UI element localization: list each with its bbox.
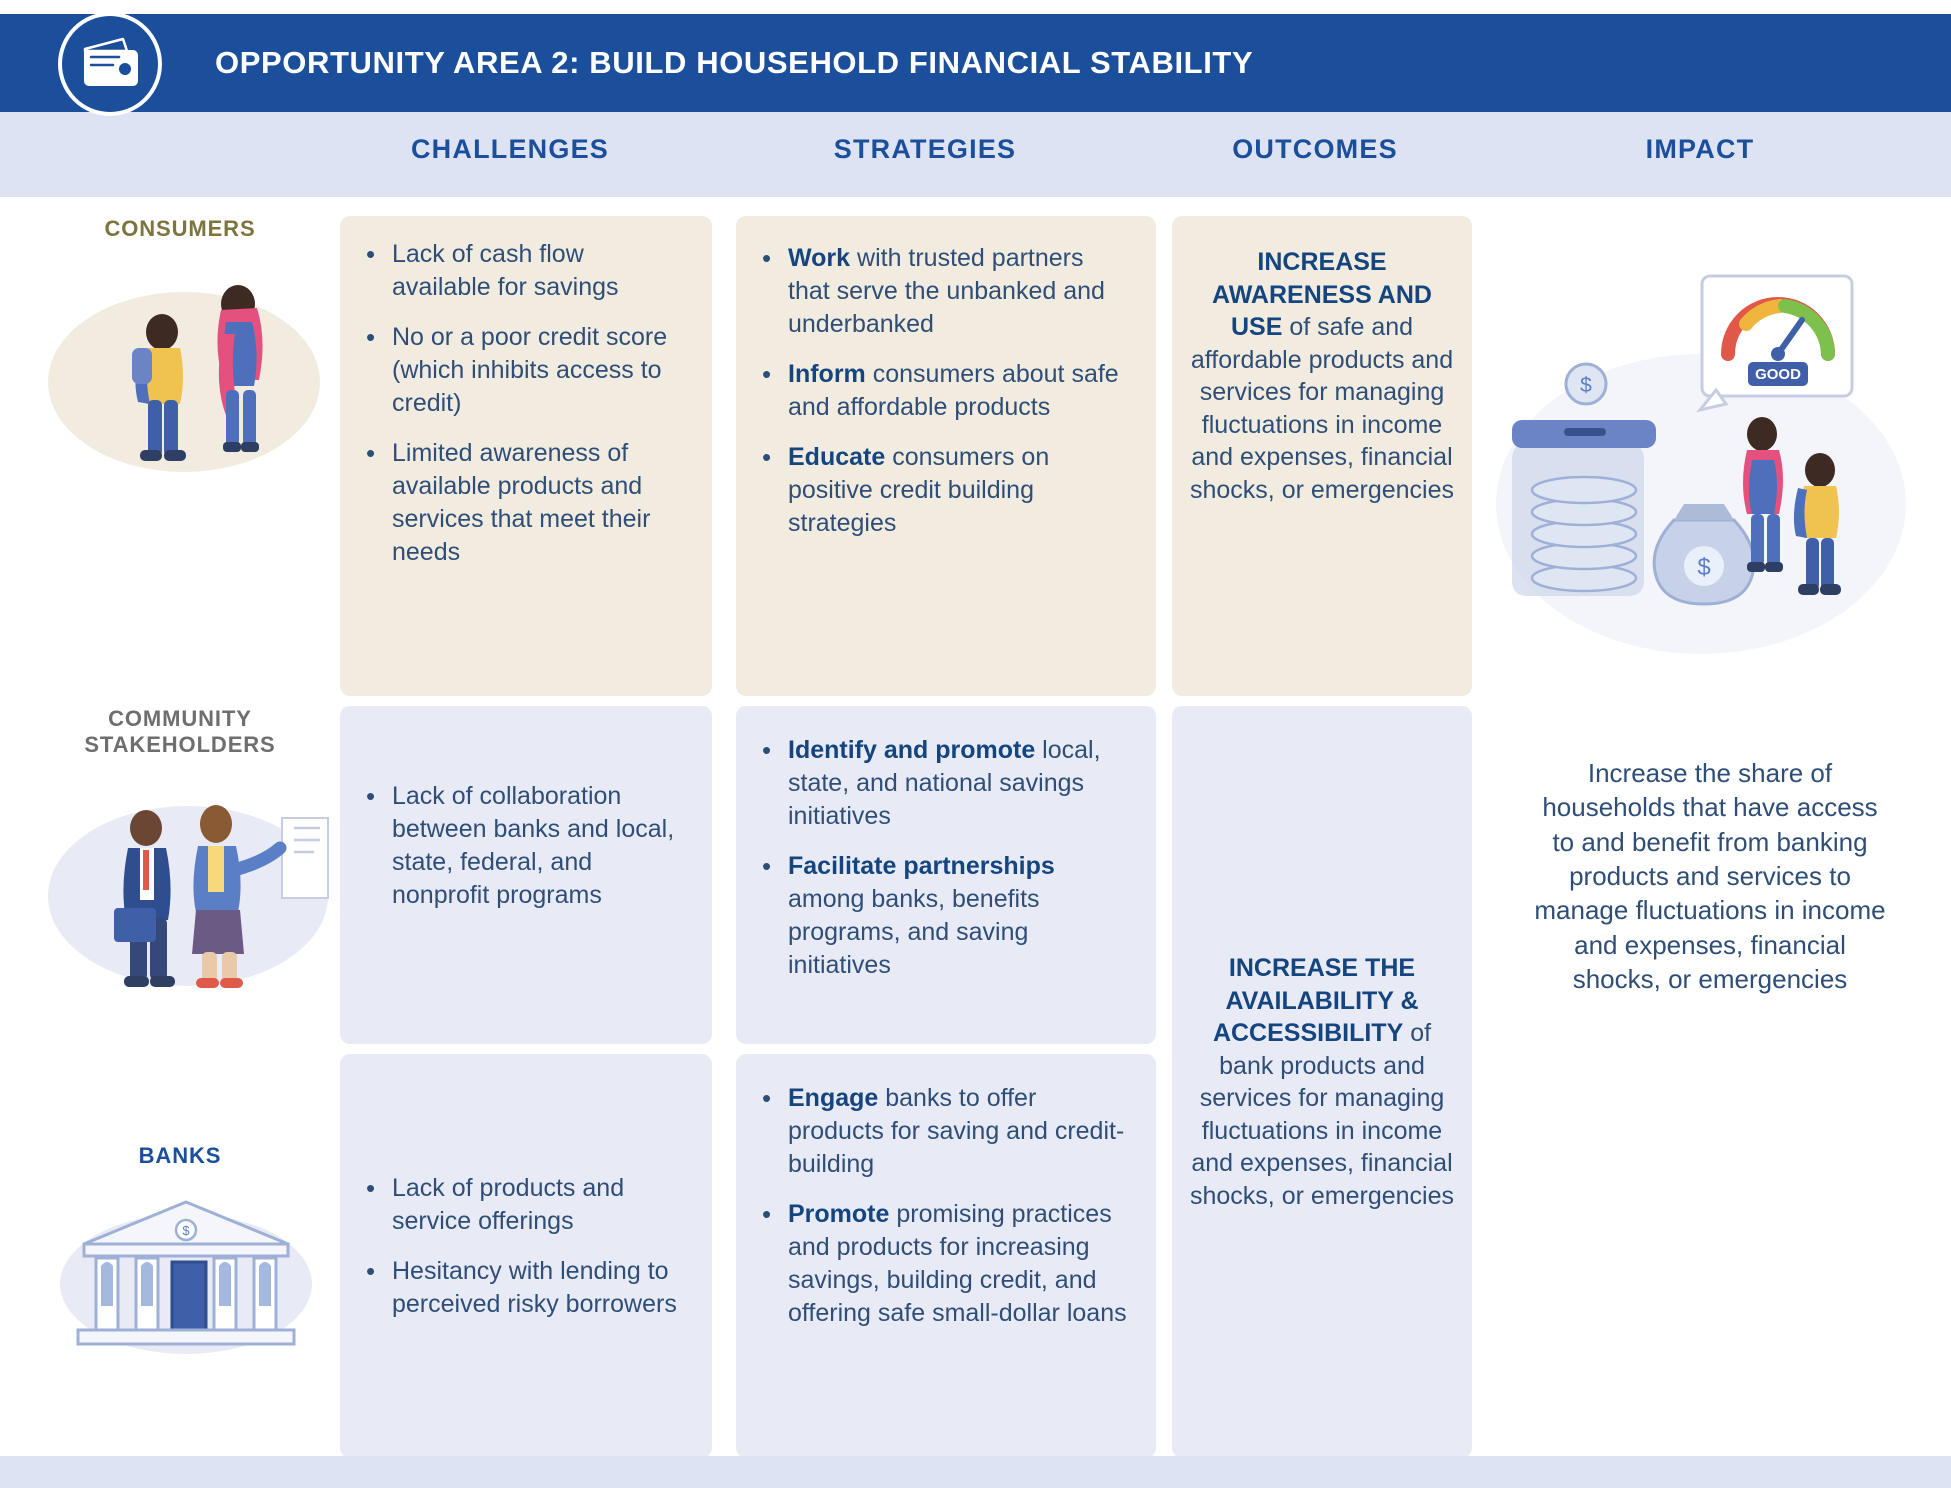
card-strategies-consumers [736,216,1156,696]
row-label-banks: BANKS [138,1143,222,1168]
column-header-challenges: CHALLENGES [410,134,609,164]
list-item: • Hesitancy with lending to perceived risky borrowers [392,1255,686,1321]
outcome-body: of bank products and services for managing fluctuations in income and expenses, financial shocks, or emergencies [1190,1019,1455,1210]
list-item-lead: Facilitate partnerships [788,852,1055,880]
list-item-text: among banks, benefits programs, and saving initiatives [788,885,1040,979]
list-item-text: with trusted partners that serve the unbanked and underbanked [788,244,1105,338]
outcome-lead: INCREASE AWARENESS AND USE [1212,248,1432,341]
header-banner [0,14,1951,112]
list-item-lead: Inform [788,360,866,388]
column-header-strategies: STRATEGIES [833,134,1017,164]
list-item [788,441,1130,540]
list-item-lead: Promote [788,1200,890,1228]
impact-statement: Increase the share of households that have access to and benefit from banking products and services to manage fluctuations in income and expenses, financial shocks, or emergencies [1534,758,1886,994]
page-title: OPPORTUNITY AREA 2: BUILD HOUSEHOLD FINANCIAL STABILITY [215,45,1254,80]
two-professionals-illustration [40,780,330,1010]
outcome-body: of safe and affordable products and services for managing fluctuations in income and expenses, financial shocks, or emergencies [1190,313,1455,504]
row-label-community-stakeholders: COMMUNITY STAKEHOLDERS [84,706,276,758]
svg-text:$: $ [182,1223,190,1238]
list-item [788,850,1130,982]
two-people-walking-illustration [40,262,330,492]
list-item: • Limited awareness of available products and services that meet their needs [392,437,686,569]
list-item-text: local, state, and national savings initiatives [788,736,1101,830]
card-strategies-community [736,706,1156,1044]
card-challenges-community [340,706,712,1044]
list-item-lead: Engage [788,1084,879,1112]
outcome-institutions-text [1172,952,1472,1212]
svg-text:$: $ [1580,374,1592,397]
card-challenges-banks [340,1054,712,1458]
row-label-consumers: CONSUMERS [104,216,256,241]
card-strategies-banks [736,1054,1156,1458]
outcome-lead: INCREASE THE AVAILABILITY & ACCESSIBILITY [1212,954,1419,1047]
wallet-icon [58,12,162,116]
column-header-impact: IMPACT [1645,134,1755,164]
list-item-text: banks to offer products for saving and credit-building [788,1084,1125,1178]
list-item: • Lack of products and service offerings [392,1172,686,1238]
list-item: • Lack of cash flow available for savings [392,238,686,304]
list-item: • No or a poor credit score (which inhibits access to credit) [392,321,686,420]
bank-building-illustration [60,1188,320,1368]
list-item-lead: Work [788,244,851,272]
list-item [788,1198,1130,1330]
svg-text:$: $ [1697,554,1711,581]
list-item [788,1082,1130,1181]
list-item [788,734,1130,833]
footer-strip [0,1456,1951,1488]
svg-text:GOOD: GOOD [1755,366,1801,383]
list-item-lead: Educate [788,443,886,471]
card-outcomes-institutions [1172,706,1472,1458]
card-outcomes-consumers [1172,216,1472,696]
list-item: • Lack of collaboration between banks and local, state, federal, and nonprofit programs [392,780,686,912]
column-header-outcomes: OUTCOMES [1232,134,1398,164]
outcome-consumers-text [1172,216,1472,506]
card-challenges-consumers [340,216,712,696]
list-item [788,242,1130,341]
savings-jar-and-family-illustration [1490,262,1910,702]
list-item-text: consumers on positive credit building strategies [788,443,1050,537]
list-item [788,358,1130,424]
list-item-text: promising practices and products for increasing savings, building credit, and offering safe small-dollar loans [788,1200,1127,1327]
list-item-text: consumers about safe and affordable products [788,360,1119,421]
list-item-lead: Identify and promote [788,736,1036,764]
